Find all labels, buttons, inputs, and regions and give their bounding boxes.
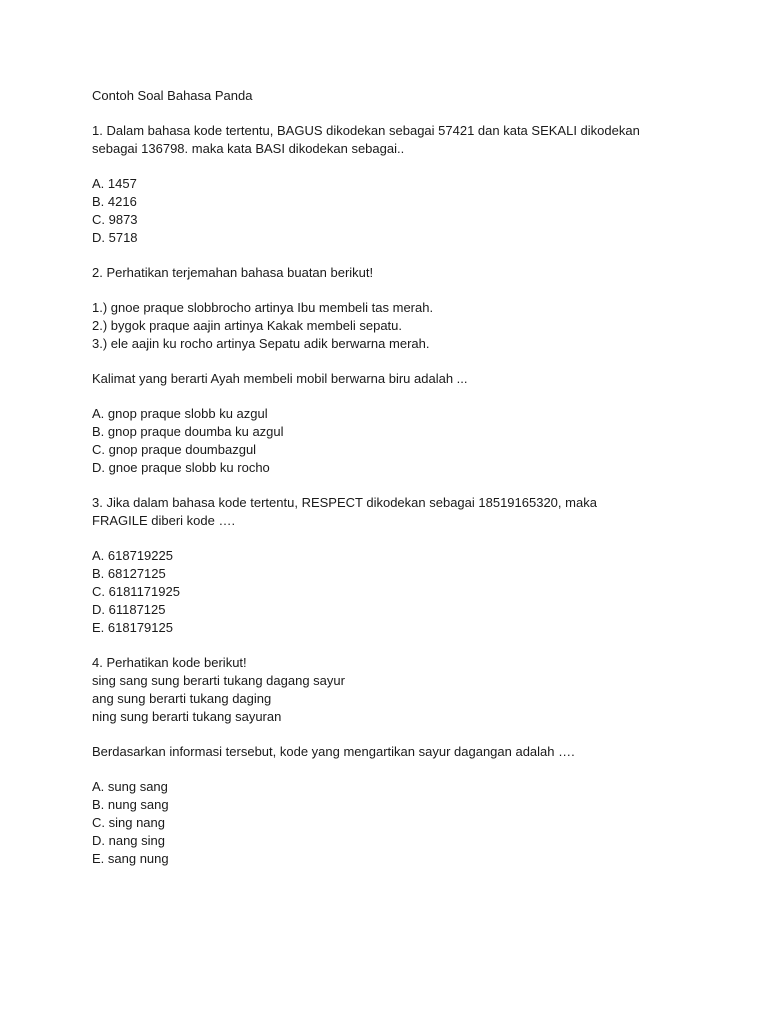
q2-option-d: D. gnoe praque slobb ku rocho (92, 460, 270, 475)
spacer (92, 247, 692, 264)
q2-option-c: C. gnop praque doumbazgul (92, 442, 257, 457)
q3-option-a: A. 618719225 (92, 548, 173, 563)
q4-option-b: B. nung sang (92, 797, 169, 812)
q1-option-c: C. 9873 (92, 212, 138, 227)
q2-option-b: B. gnop praque doumba ku azgul (92, 424, 284, 439)
spacer (92, 761, 692, 778)
spacer (92, 282, 692, 299)
spacer (92, 105, 692, 122)
spacer (92, 158, 692, 175)
spacer (92, 530, 692, 547)
spacer (92, 726, 692, 743)
q2-intro: 2. Perhatikan terjemahan bahasa buatan berikut! (92, 265, 374, 280)
q4-option-e: E. sang nung (92, 851, 169, 866)
spacer (92, 477, 692, 494)
q1-option-a: A. 1457 (92, 176, 137, 191)
q4-option-c: C. sing nang (92, 815, 165, 830)
q1-text-line-2: sebagai 136798. maka kata BASI dikodekan sebagai.. (92, 141, 405, 156)
spacer (92, 353, 692, 370)
q4-question: Berdasarkan informasi tersebut, kode yang mengartikan sayur dagangan adalah …. (92, 744, 575, 759)
q2-example-3: 3.) ele aajin ku rocho artinya Sepatu adik berwarna merah. (92, 336, 430, 351)
q4-text-line-1: 4. Perhatikan kode berikut! (92, 655, 247, 670)
q3-text-line-1: 3. Jika dalam bahasa kode tertentu, RESPECT dikodekan sebagai 18519165320, maka (92, 495, 597, 510)
q4-option-d: D. nang sing (92, 833, 165, 848)
spacer (92, 637, 692, 654)
document-body (92, 87, 692, 868)
q1-option-b: B. 4216 (92, 194, 137, 209)
q4-text-line-3: ang sung berarti tukang daging (92, 691, 272, 706)
q1-option-d: D. 5718 (92, 230, 138, 245)
q2-example-1: 1.) gnoe praque slobbrocho artinya Ibu membeli tas merah. (92, 300, 434, 315)
q3-option-d: D. 61187125 (92, 602, 166, 617)
q2-example-2: 2.) bygok praque aajin artinya Kakak membeli sepatu. (92, 318, 403, 333)
q4-option-a: A. sung sang (92, 779, 168, 794)
q3-option-e: E. 618179125 (92, 620, 173, 635)
q4-text-line-4: ning sung berarti tukang sayuran (92, 709, 282, 724)
q2-question: Kalimat yang berarti Ayah membeli mobil berwarna biru adalah ... (92, 371, 468, 386)
q1-text-line-1: 1. Dalam bahasa kode tertentu, BAGUS dikodekan sebagai 57421 dan kata SEKALI dikodekan (92, 123, 640, 138)
q3-text-line-2: FRAGILE diberi kode …. (92, 513, 236, 528)
q2-option-a: A. gnop praque slobb ku azgul (92, 406, 268, 421)
q4-text-line-2: sing sang sung berarti tukang dagang sayur (92, 673, 345, 688)
q3-option-c: C. 6181171925 (92, 584, 180, 599)
q3-option-b: B. 68127125 (92, 566, 166, 581)
document-title: Contoh Soal Bahasa Panda (92, 88, 253, 103)
spacer (92, 388, 692, 405)
